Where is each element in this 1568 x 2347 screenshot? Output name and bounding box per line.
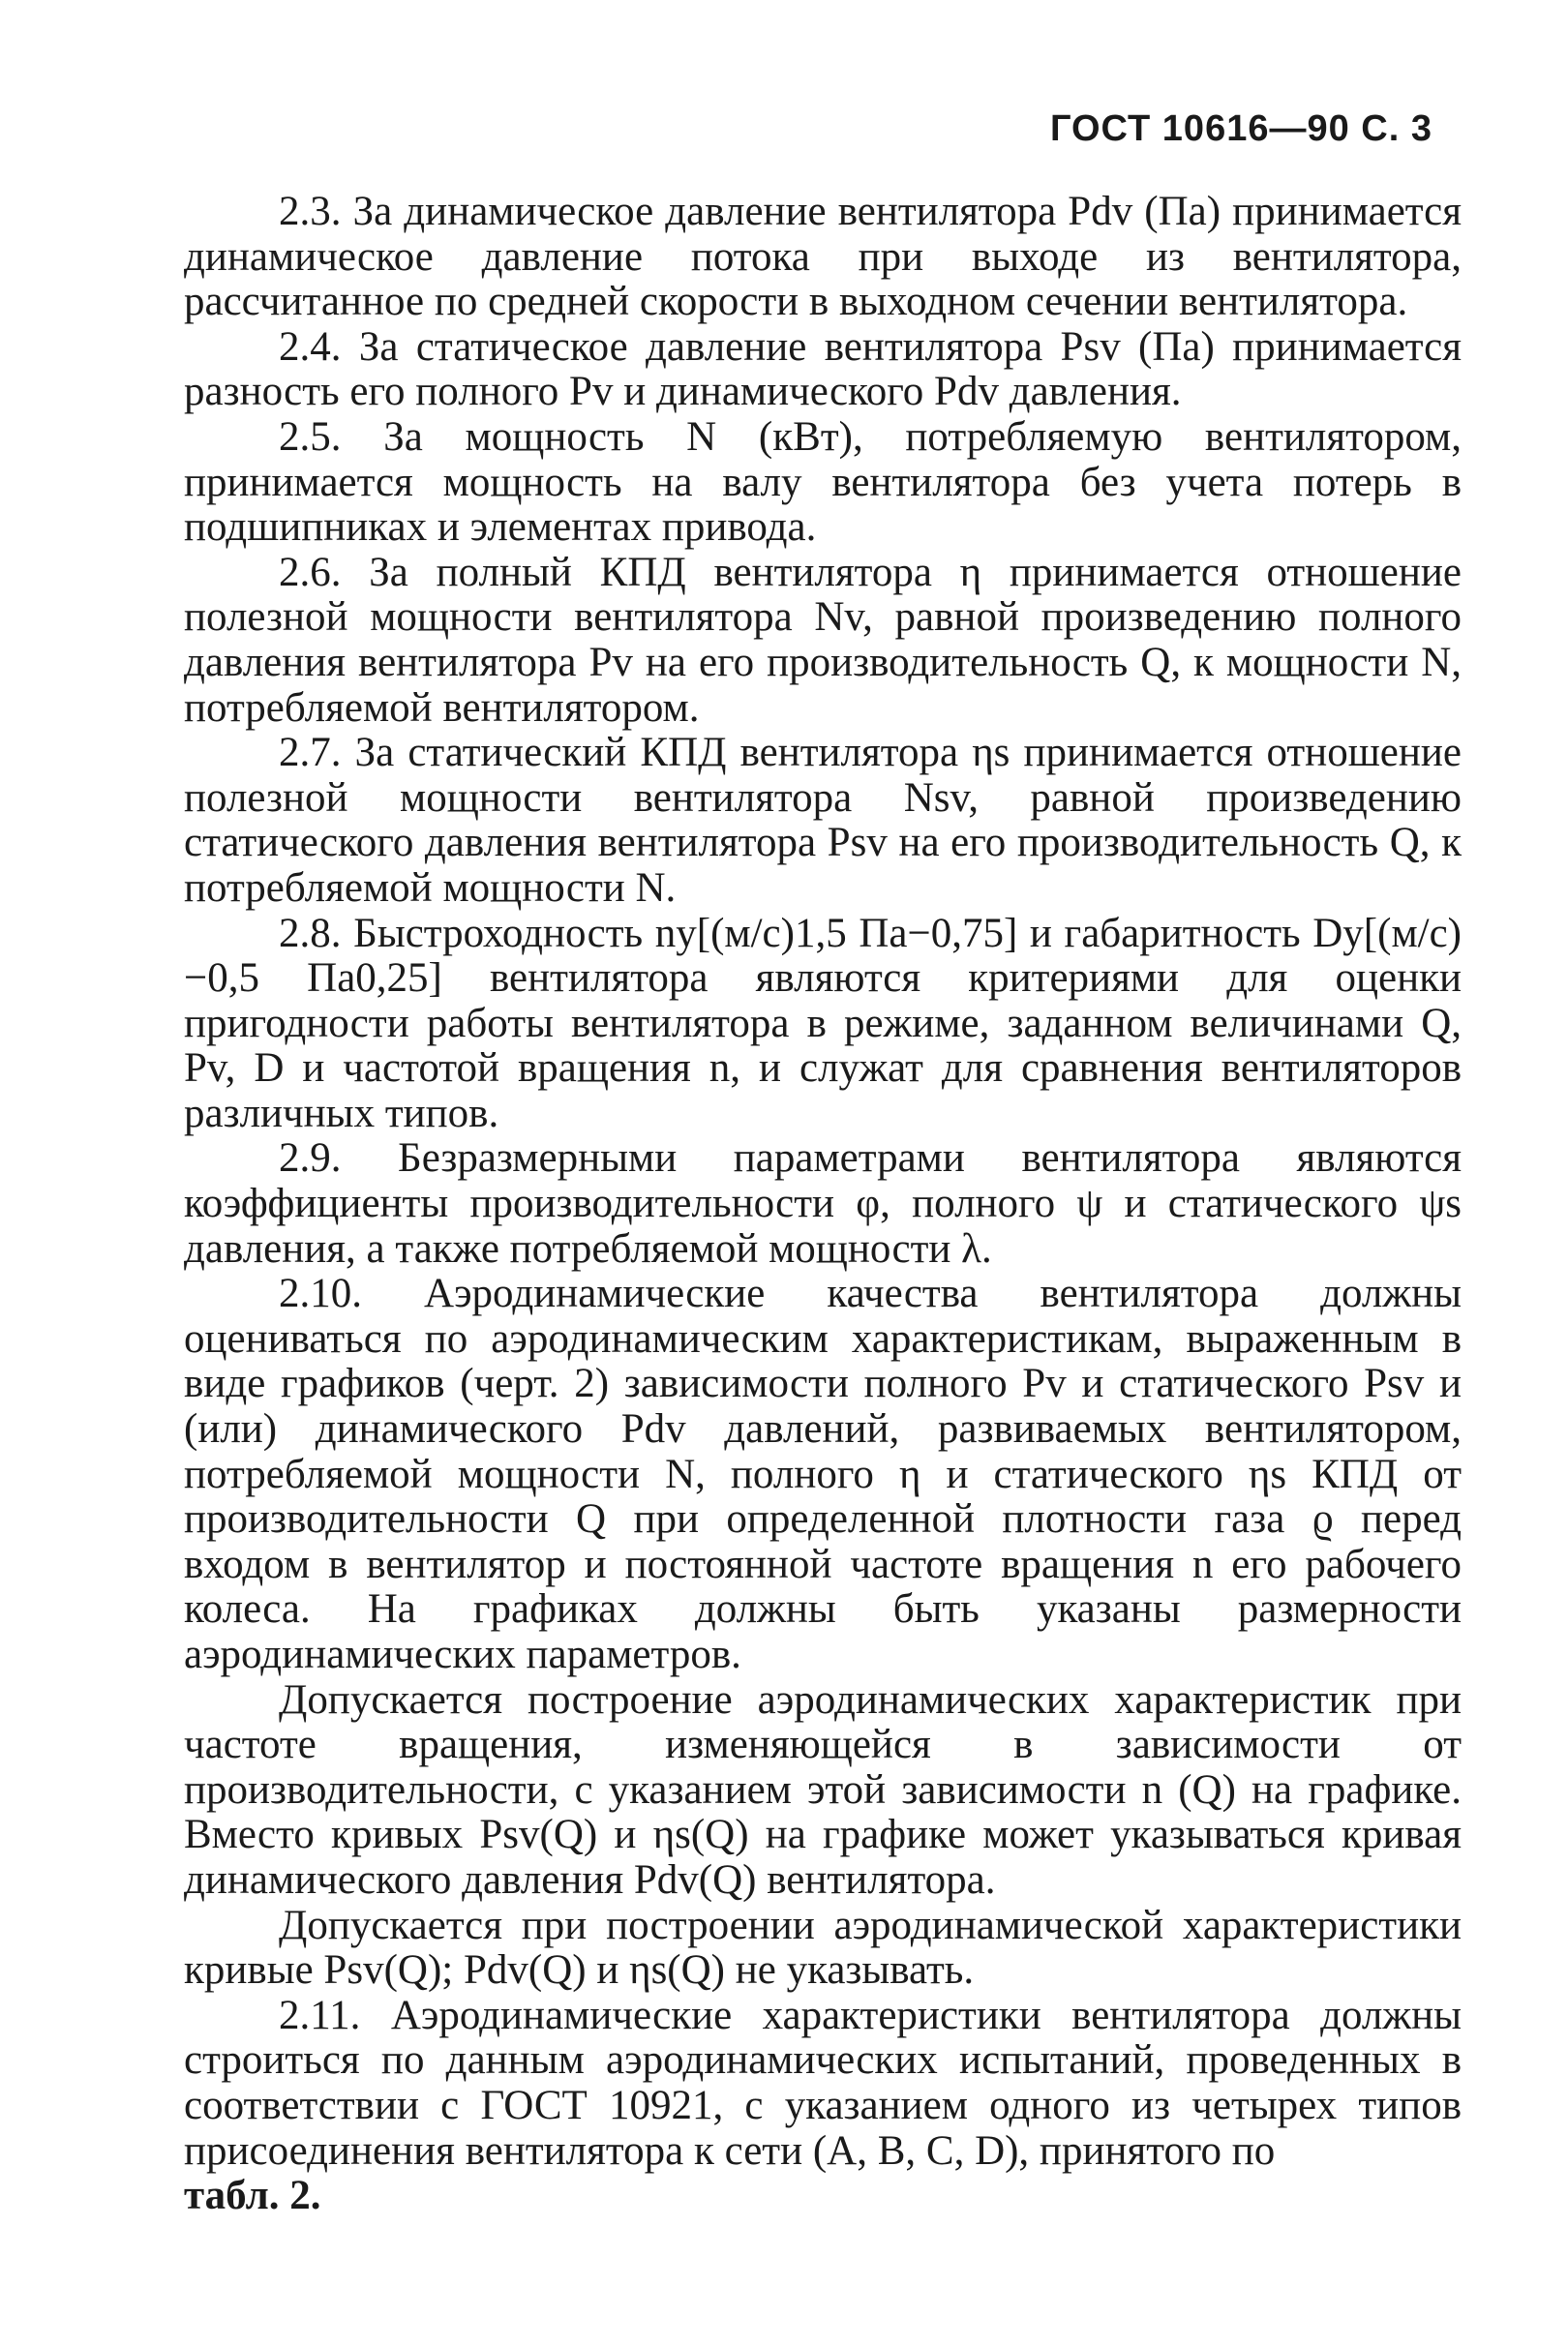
paragraph-2-3: 2.3. За динамическое давление вентилятора Pdv (Па) принимается динамическое давление потока при выходе из вентилятора, рассчитанное по средней скорости в выходном сечении вентилятора. [184,189,1462,325]
paragraph-2-5: 2.5. За мощность N (кВт), потребляемую вентилятором, принимается мощность на валу вентилятора без учета потерь в подшипниках и элементах привода. [184,413,1462,551]
paragraph-2-10-note-2: Допускается при построении аэродинамической характеристики кривые Psv(Q); Pdv(Q) и ηs(Q) не указывать. [184,1902,1462,1994]
paragraph-2-10-note-1: Допускается построение аэродинамических характеристик при частоте вращения, изменяющейся в зависимости от производительности, с указанием этой зависимости n (Q) на графике. Вместо кривых Psv(Q) и ηs(Q) на графике может указываться кривая динамического давления Pdv(Q) вентилятора. [184,1676,1462,1903]
paragraph-2-11: 2.11. Аэродинамические характеристики вентилятора должны строиться по данным аэродинамических испытаний, проведенных в соответствии с ГОСТ 10921, с указанием одного из четырех типов присоединения вентилятора к сети (А, В, С, D), принятого по [184,1992,1462,2174]
paragraph-2-8: 2.8. Быстроходность ny[(м/с)1,5 Па−0,75] и габаритность Dy[(м/с)−0,5 Па0,25] вентилятора являются критериями для оценки пригодности работы вентилятора в режиме, заданном величинами Q, Pv, D и частотой вращения n, и служат для сравнения вентиляторов различных типов. [184,910,1462,1136]
paragraph-2-10: 2.10. Аэродинамические качества вентилятора должны оцениваться по аэродинамическим характеристикам, выраженным в виде графиков (черт. 2) зависимости полного Pv и статического Psv и (или) динамического Pdv давлений, развиваемых вентилятором, потребляемой мощности N, полного η и статического ηs КПД от производительности Q при определенной плотности газа ϱ перед входом в вентилятор и постоянной частоте вращения n его рабочего колеса. На графиках должны быть указаны размерности аэродинамических параметров. [184,1271,1462,1677]
table-reference: табл. 2. [184,2173,321,2219]
paragraph-2-4: 2.4. За статическое давление вентилятора Psv (Па) принимается разность его полного Pv и динамического Pdv давления. [184,323,1462,415]
paragraph-2-7: 2.7. За статический КПД вентилятора ηs принимается отношение полезной мощности вентилятора Nsv, равной произведению статического давления вентилятора Psv на его производительность Q, к потребляемой мощности N. [184,730,1462,911]
paragraph-2-6: 2.6. За полный КПД вентилятора η принимается отношение полезной мощности вентилятора Nv, равной произведению полного давления вентилятора Pv на его производительность Q, к мощности N, потребляемой вентилятором. [184,549,1462,731]
page-header: ГОСТ 10616—90 С. 3 [1049,108,1432,149]
document-body [184,190,1462,2219]
paragraph-2-9: 2.9. Безразмерными параметрами вентилятора являются коэффициенты производительности φ, полного ψ и статического ψs давления, а также потребляемой мощности λ. [184,1135,1462,1272]
